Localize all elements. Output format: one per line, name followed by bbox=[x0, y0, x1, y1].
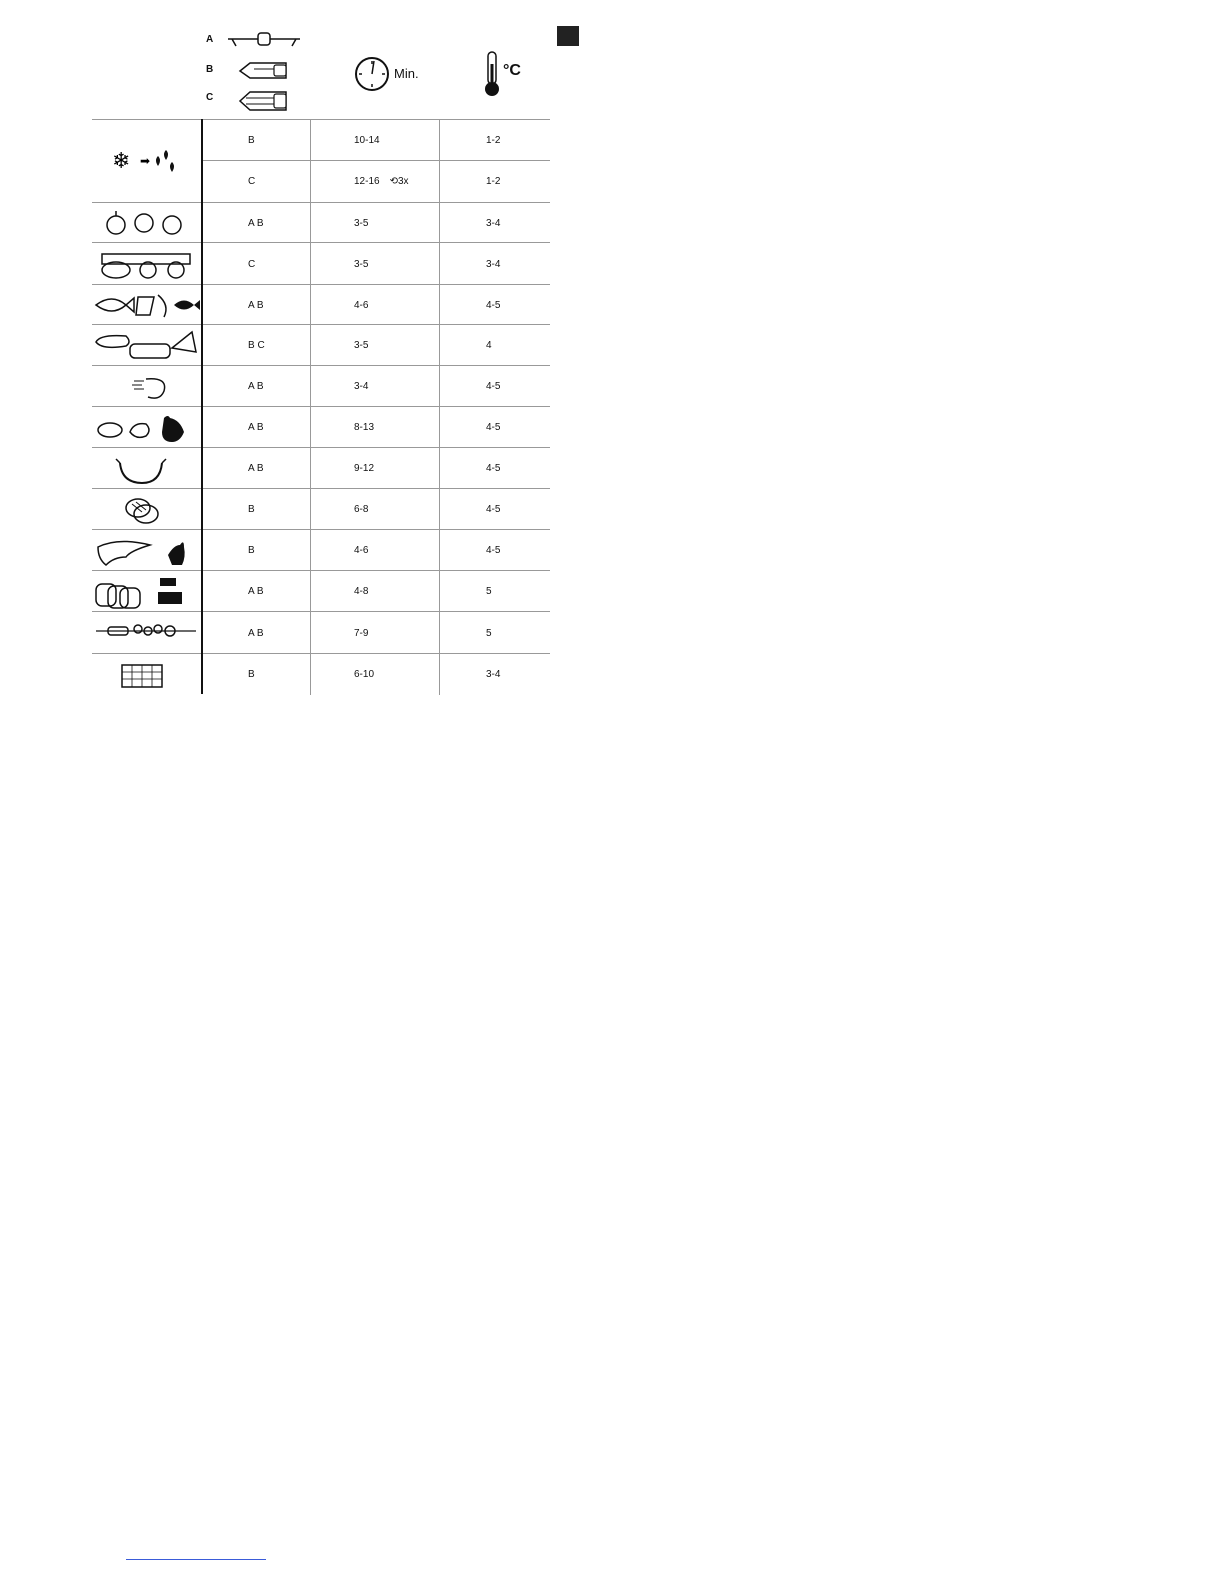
table-row bbox=[92, 324, 550, 366]
position-c bbox=[204, 88, 314, 112]
clock-icon bbox=[354, 56, 390, 92]
temperature-cell: 3-4 bbox=[439, 243, 550, 285]
kebab-icon bbox=[92, 613, 202, 653]
temperature-cell: 4-5 bbox=[439, 366, 550, 407]
food-cell bbox=[92, 366, 202, 407]
food-cell bbox=[92, 489, 202, 530]
position-letter: C bbox=[206, 92, 214, 103]
lamb-icon bbox=[92, 531, 202, 571]
svg-text:➡: ➡ bbox=[140, 153, 151, 168]
time-value: 3-5 bbox=[354, 217, 369, 229]
position-cell: A B bbox=[248, 381, 264, 392]
time-cell bbox=[310, 612, 439, 654]
temperature-cell: 4-5 bbox=[439, 407, 550, 448]
time-value: 9-12 bbox=[354, 463, 375, 474]
position-cell: B bbox=[248, 135, 255, 146]
position-b bbox=[204, 60, 314, 84]
table-row bbox=[92, 202, 550, 243]
food-cell bbox=[92, 612, 202, 654]
position-a bbox=[204, 30, 314, 54]
time-cell bbox=[310, 203, 439, 243]
poultry-icon bbox=[92, 408, 202, 448]
time-cell bbox=[310, 407, 439, 448]
position-cell: A B bbox=[248, 586, 264, 597]
time-value: 3-5 bbox=[354, 258, 369, 270]
table-row bbox=[92, 529, 550, 571]
food-cell bbox=[92, 530, 202, 571]
burger-icon bbox=[92, 490, 202, 530]
rotate-icon: ⟲ bbox=[389, 175, 398, 187]
temperature-cell: 1-2 bbox=[439, 160, 550, 202]
time-cell bbox=[310, 530, 439, 571]
table-row bbox=[92, 242, 550, 285]
temperature-cell: 1-2 bbox=[439, 120, 550, 161]
position-cell: C bbox=[248, 258, 256, 270]
time-cell bbox=[310, 489, 439, 530]
time-cell bbox=[310, 243, 439, 285]
temperature-cell: 5 bbox=[439, 571, 550, 612]
fruit-vegetables-icon bbox=[92, 203, 202, 243]
food-cell bbox=[92, 203, 202, 243]
waffle-icon bbox=[92, 655, 202, 695]
temperature-cell: 4-5 bbox=[439, 285, 550, 325]
time-value: 4-6 bbox=[354, 299, 369, 311]
temperature-cell: 4 bbox=[439, 325, 550, 366]
time-value: 8-13 bbox=[354, 422, 375, 433]
position-cell: B bbox=[248, 545, 255, 556]
time-cell bbox=[310, 366, 439, 407]
temperature-cell: 4-5 bbox=[439, 448, 550, 489]
rack-position-legend bbox=[204, 30, 314, 120]
position-letter: A bbox=[206, 34, 214, 45]
table-row bbox=[92, 160, 550, 202]
svg-text:❄: ❄ bbox=[112, 148, 131, 174]
table-row bbox=[92, 653, 550, 695]
position-cell: B bbox=[248, 504, 255, 515]
shrimp-icon bbox=[92, 367, 202, 407]
row-divider bbox=[203, 160, 550, 161]
food-cell bbox=[92, 407, 202, 448]
table-row bbox=[92, 447, 550, 489]
time-column-header bbox=[354, 56, 434, 96]
time-label: Min. bbox=[394, 66, 419, 81]
table-divider bbox=[201, 119, 203, 694]
food-cell bbox=[92, 285, 202, 325]
time-cell bbox=[310, 120, 439, 161]
time-value: 3-5 bbox=[354, 340, 369, 351]
table-row bbox=[92, 406, 550, 448]
temperature-column-header bbox=[482, 50, 542, 100]
food-cell bbox=[92, 325, 202, 366]
time-cell bbox=[310, 160, 439, 202]
sandwich-icon bbox=[92, 326, 202, 366]
time-value: 6-10 bbox=[354, 669, 375, 680]
rack-position-c-icon bbox=[226, 88, 304, 114]
time-cell bbox=[310, 571, 439, 612]
table-row bbox=[92, 284, 550, 325]
time-cell bbox=[310, 448, 439, 489]
position-cell: A B bbox=[248, 463, 264, 474]
rack-position-b-icon bbox=[226, 60, 304, 82]
position-cell: A B bbox=[248, 422, 264, 433]
temperature-cell: 4-5 bbox=[439, 530, 550, 571]
temperature-label: °C bbox=[503, 62, 521, 79]
turn-count bbox=[390, 176, 409, 187]
food-cell bbox=[92, 448, 202, 489]
footer-rule bbox=[126, 1559, 266, 1560]
time-cell bbox=[310, 654, 439, 695]
food-cell bbox=[92, 571, 202, 612]
position-letter: B bbox=[206, 64, 214, 75]
time-value: 12-16 bbox=[354, 175, 380, 187]
time-value: 6-8 bbox=[354, 504, 369, 515]
time-value: 10-14 bbox=[354, 135, 380, 146]
time-value: 3-4 bbox=[354, 381, 369, 392]
thermometer-icon bbox=[482, 50, 502, 100]
position-cell: B C bbox=[248, 340, 265, 351]
position-cell: C bbox=[248, 175, 256, 187]
position-cell: A B bbox=[248, 627, 264, 639]
temperature-cell: 4-5 bbox=[439, 489, 550, 530]
table-row bbox=[92, 365, 550, 407]
time-cell bbox=[310, 325, 439, 366]
vegetables-cheese-icon bbox=[92, 244, 202, 284]
turn-count-value: 3x bbox=[397, 175, 409, 187]
position-cell: B bbox=[248, 669, 255, 680]
table-row bbox=[92, 488, 550, 530]
pork-beef-icon bbox=[92, 572, 202, 612]
temperature-cell: 3-4 bbox=[439, 203, 550, 243]
time-value: 7-9 bbox=[354, 627, 369, 639]
time-value: 4-8 bbox=[354, 586, 369, 597]
food-cell bbox=[92, 654, 202, 695]
table-row bbox=[92, 570, 550, 612]
position-cell: A B bbox=[248, 217, 264, 229]
food-cell bbox=[92, 160, 202, 202]
food-cell bbox=[92, 243, 202, 285]
table-row bbox=[92, 119, 550, 174]
rack-position-a-icon bbox=[226, 30, 304, 52]
table-row bbox=[92, 611, 550, 654]
position-cell: A B bbox=[248, 299, 264, 311]
sausage-icon bbox=[92, 449, 202, 489]
fish-icon bbox=[92, 285, 202, 325]
time-cell bbox=[310, 285, 439, 325]
temperature-cell: 5 bbox=[439, 612, 550, 654]
page-marker bbox=[557, 26, 579, 46]
time-value: 4-6 bbox=[354, 545, 369, 556]
temperature-cell: 3-4 bbox=[439, 654, 550, 695]
